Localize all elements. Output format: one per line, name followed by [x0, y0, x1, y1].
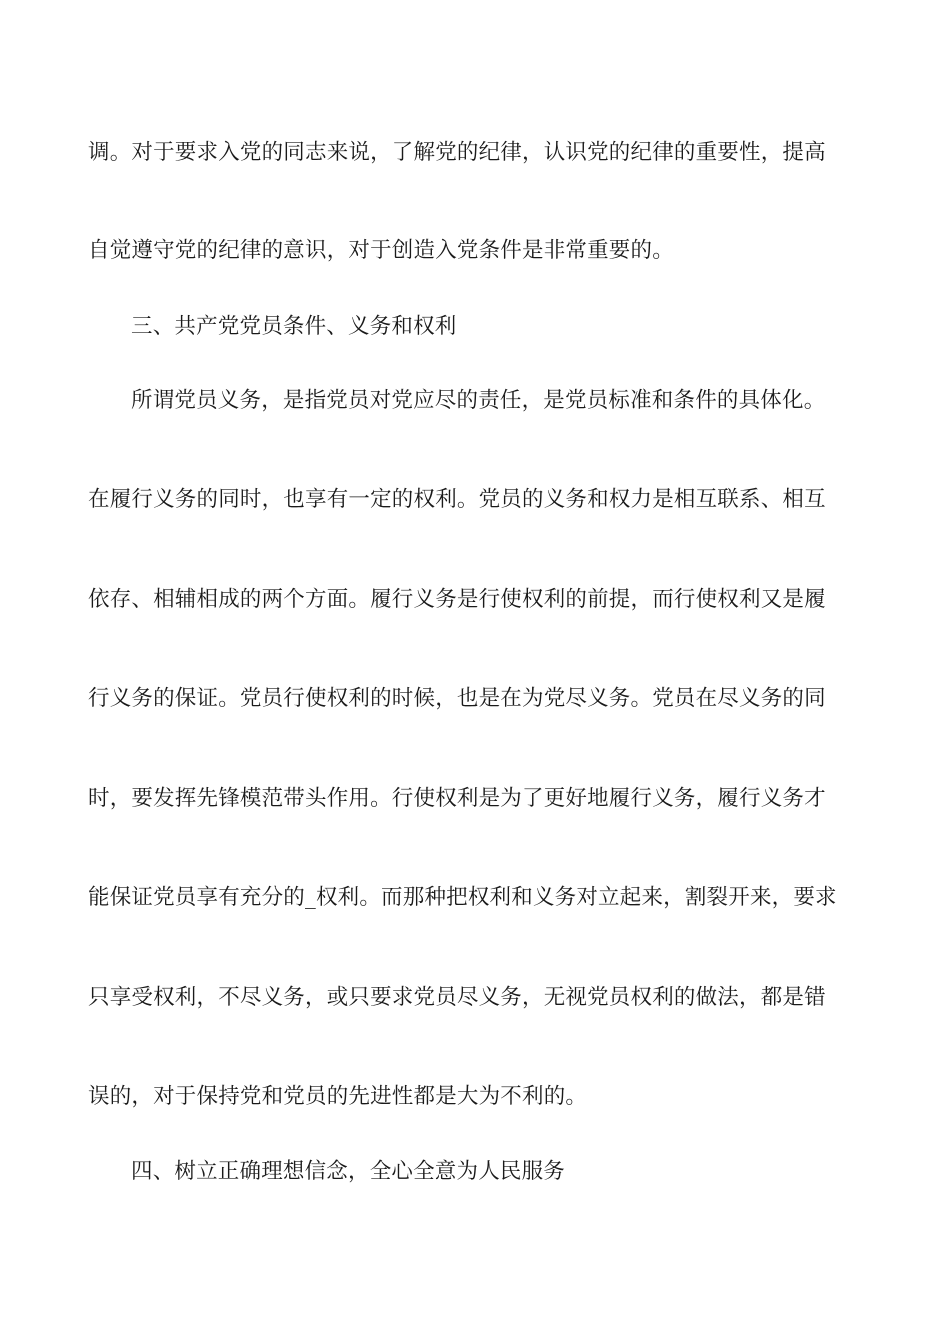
paragraph-line: 调。对于要求入党的同志来说，了解党的纪律，认识党的纪律的重要性，提高: [88, 140, 826, 165]
section-heading: 三、共产党党员条件、义务和权利: [131, 314, 457, 339]
paragraph-line: 能保证党员享有充分的_权利。而那种把权利和义务对立起来，割裂开来，要求: [88, 885, 837, 910]
paragraph-line: 误的，对于保持党和党员的先进性都是大为不利的。: [88, 1084, 588, 1109]
paragraph-line: 行义务的保证。党员行使权利的时候，也是在为党尽义务。党员在尽义务的同: [88, 686, 826, 711]
paragraph-line: 自觉遵守党的纪律的意识，对于创造入党条件是非常重要的。: [88, 238, 674, 263]
paragraph-line: 所谓党员义务，是指党员对党应尽的责任，是党员标准和条件的具体化。: [131, 388, 826, 413]
paragraph-line: 时，要发挥先锋模范带头作用。行使权利是为了更好地履行义务，履行义务才: [88, 786, 826, 811]
paragraph-line: 在履行义务的同时，也享有一定的权利。党员的义务和权力是相互联系、相互: [88, 487, 826, 512]
section-heading: 四、树立正确理想信念，全心全意为人民服务: [131, 1159, 566, 1184]
paragraph-line: 只享受权利，不尽义务，或只要求党员尽义务，无视党员权利的做法，都是错: [88, 985, 826, 1010]
paragraph-line: 依存、相辅相成的两个方面。履行义务是行使权利的前提，而行使权利又是履: [88, 587, 826, 612]
